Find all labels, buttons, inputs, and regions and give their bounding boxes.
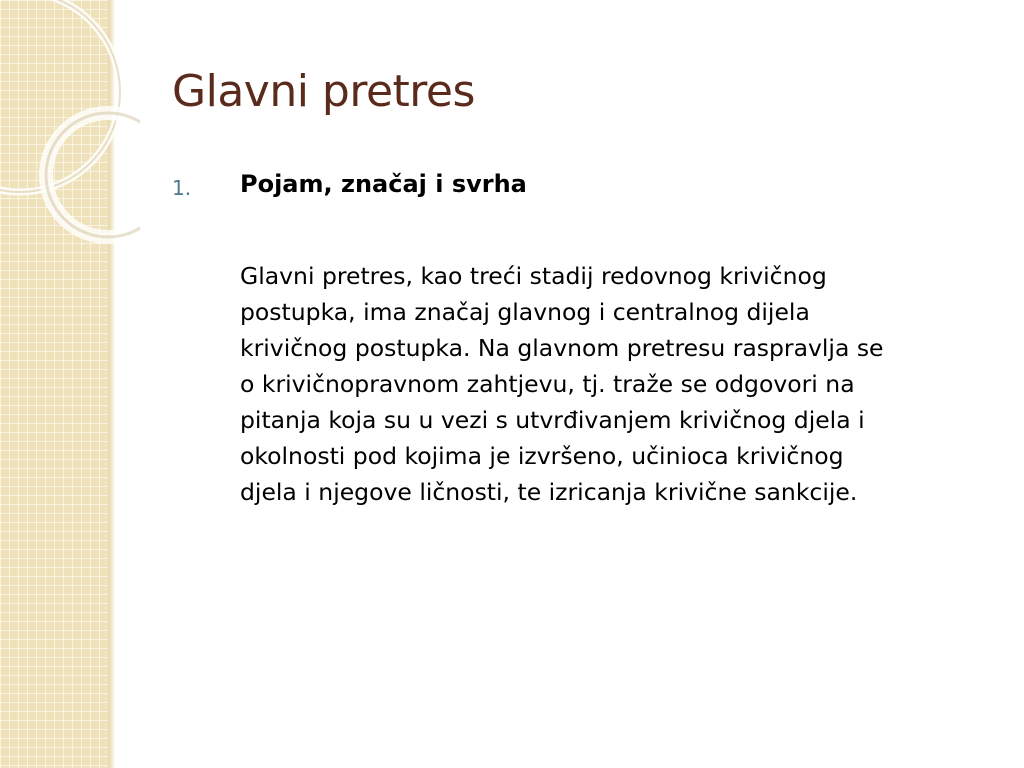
list-item-heading: Pojam, značaj i svrha [240, 170, 527, 198]
body-line: djela i njegove ličnosti, te izricanja krivične sankcije. [240, 478, 858, 506]
body-line: Glavni pretres, kao treći stadij redovnog krivičnog [240, 262, 827, 290]
body-line: krivičnog postupka. Na glavnom pretresu raspravlja se [240, 334, 884, 362]
deco-circle-small [46, 113, 140, 237]
decorative-circles [0, 0, 140, 260]
slide-title: Glavni pretres [172, 66, 475, 117]
deco-circle-large [0, 0, 120, 192]
body-line: o krivičnopravnom zahtjevu, tj. traže se odgovori na [240, 370, 855, 398]
body-line: postupka, ima značaj glavnog i centralnog dijela [240, 298, 810, 326]
body-line: okolnosti pod kojima je izvršeno, učinioca krivičnog [240, 442, 844, 470]
body-paragraph [240, 258, 1000, 510]
list-item-number: 1. [172, 176, 192, 200]
deco-circle-large-outline [0, 0, 120, 192]
body-line: pitanja koja su u vezi s utvrđivanjem krivičnog djela i [240, 406, 865, 434]
